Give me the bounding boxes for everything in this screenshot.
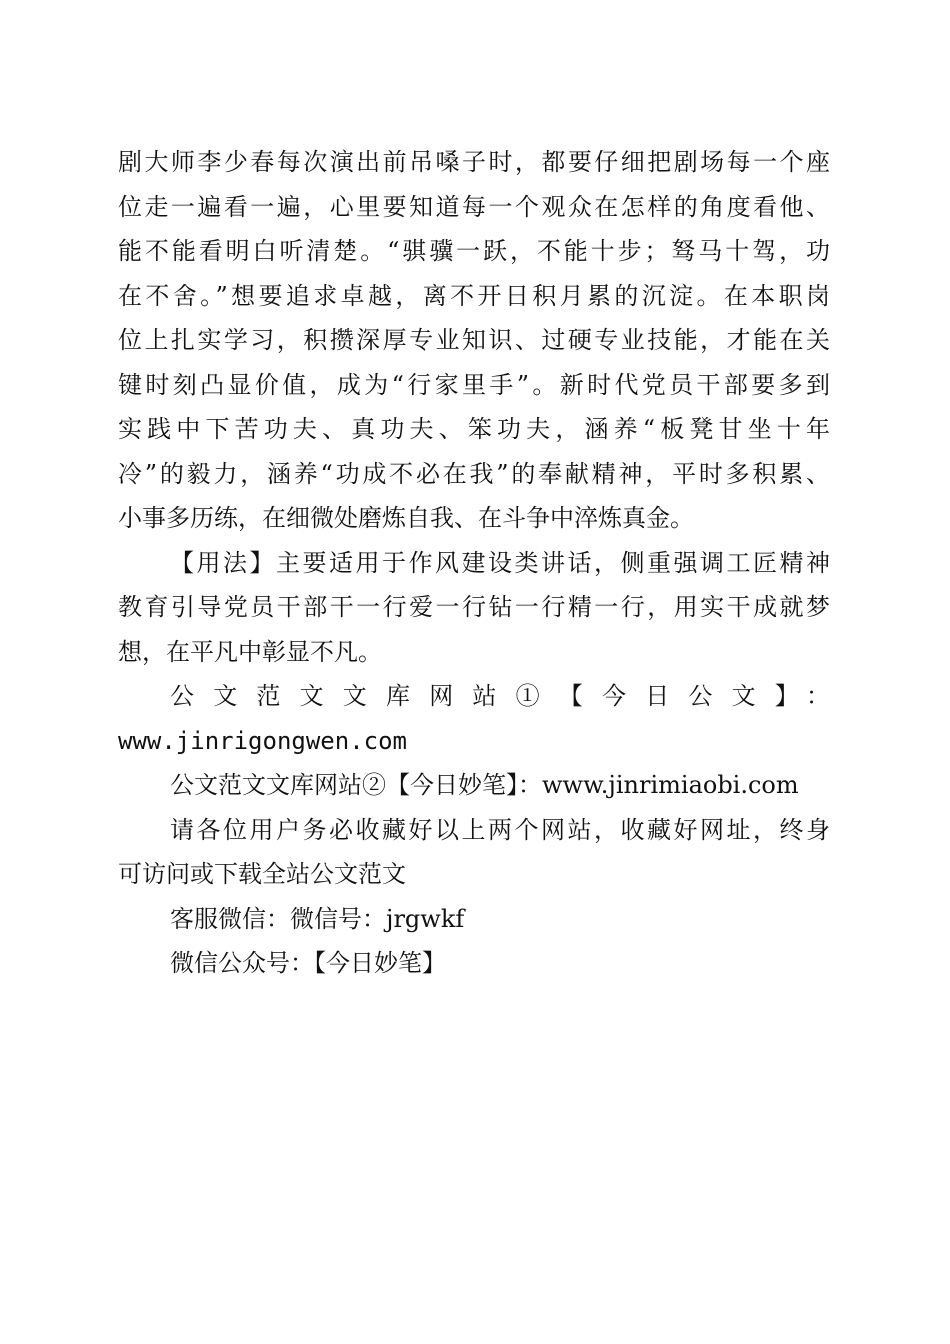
usage-line: 想，在平凡中彰显不凡。: [118, 637, 382, 666]
usage-line: 教育引导党员干部干一行爱一行钻一行精一行，用实干成就梦: [118, 593, 830, 621]
paragraph-1-line: 位上扎实学习，积攒深厚专业知识、过硬专业技能，才能在关: [118, 326, 830, 354]
paragraph-1-line: 小事多历练，在细微处磨炼自我、在斗争中淬炼真金。: [118, 504, 694, 532]
paragraph-1-line: 在不舍。”想要追求卓越，离不开日积月累的沉淀。在本职岗: [118, 281, 830, 310]
customer-service-wechat: 客服微信：微信号：jrgwkf: [170, 904, 465, 933]
paragraph-1-line: 能不能看明白听清楚。“骐骥一跃，不能十步；驽马十驾，功: [118, 237, 830, 265]
wechat-official-account: 微信公众号：【今日妙笔】: [170, 949, 446, 977]
document-body: [118, 140, 830, 986]
notice-line: 可访问或下载全站公文范文: [118, 860, 406, 888]
site-1-url-link[interactable]: www.jinrigongwen.com: [118, 726, 407, 755]
site-2-line[interactable]: 公文范文文库网站②【今日妙笔】：www.jinrimiaobi.com: [170, 771, 799, 799]
paragraph-1-line: 剧大师李少春每次演出前吊嗓子时，都要仔细把剧场每一个座: [118, 148, 830, 176]
paragraph-1-line: 冷”的毅力，涵养“功成不必在我”的奉献精神，平时多积累、: [118, 459, 830, 488]
paragraph-1-line: 位走一遍看一遍，心里要知道每一个观众在怎样的角度看他、: [118, 192, 830, 221]
notice-line: 请各位用户务必收藏好以上两个网站，收藏好网址，终身: [170, 815, 830, 844]
site-1-label: 公文范文文库网站①【今日公文】：: [170, 682, 830, 710]
usage-line: 【用法】主要适用于作风建设类讲话，侧重强调工匠精神: [170, 548, 830, 577]
paragraph-1-line: 键时刻凸显价值，成为“行家里手”。新时代党员干部要多到: [118, 370, 830, 399]
paragraph-1-line: 实践中下苦功夫、真功夫、笨功夫，涵养“板凳甘坐十年: [118, 415, 830, 443]
